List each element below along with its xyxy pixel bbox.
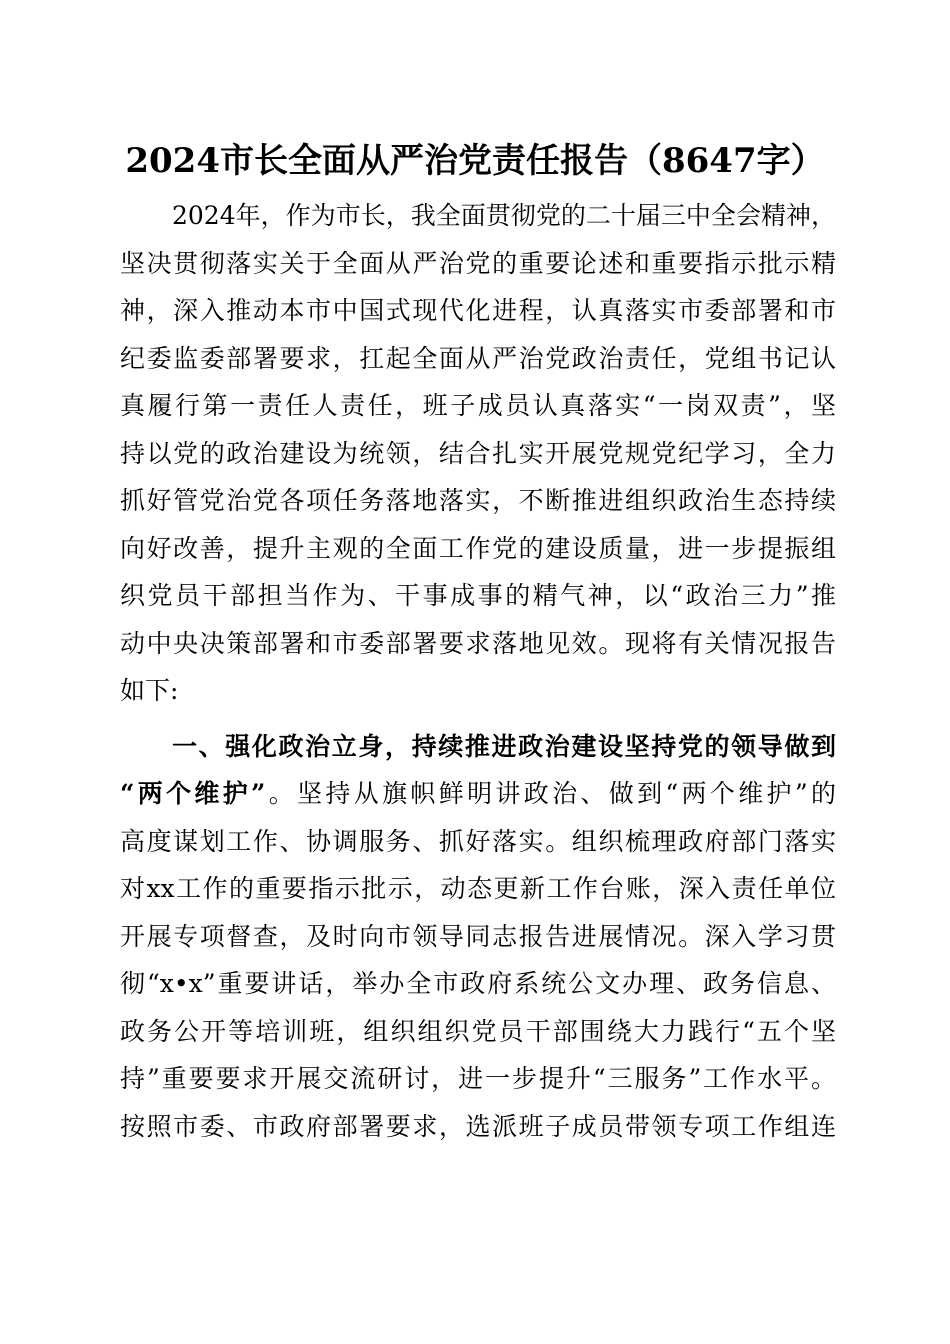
- text-line: 神，深入推动本市中国式现代化进程，认真落实市委部署和市: [120, 296, 836, 325]
- paragraph-section-1: [120, 723, 836, 1151]
- document-title: 2024市长全面从严治党责任报告（8647字）: [125, 141, 825, 181]
- text-line: 如下:: [120, 676, 179, 705]
- section-text: 。坚持从旗帜鲜明讲政治、做到“两个维护”的: [265, 779, 836, 808]
- document-body: [120, 192, 836, 1150]
- text-line: 按照市委、市政府部署要求，选派班子成员带领专项工作组连: [120, 1111, 836, 1141]
- text-line: [120, 770, 836, 818]
- text-line: 持以党的政治建设为统领，结合扎实开展党规党纪学习，全力: [120, 438, 836, 468]
- text-line: 政务公开等培训班，组织组织党员干部围绕大力践行“五个坚: [120, 1016, 836, 1046]
- section-heading: 一、强化政治立身，持续推进政治建设坚持党的领导做到: [172, 731, 836, 761]
- paragraph-gap: [120, 715, 836, 723]
- text-line: 向好改善，提升主观的全面工作党的建设质量，进一步提振组: [120, 533, 836, 563]
- text-line: 抓好管党治党各项任务落地落实，不断推进组织政治生态持续: [120, 486, 836, 515]
- text-line: 坚决贯彻落实关于全面从严治党的重要论述和重要指示批示精: [120, 248, 836, 278]
- text-line: 纪委监委部署要求，扛起全面从严治党政治责任，党组书记认: [120, 343, 836, 373]
- text-line: 2024年，作为市长，我全面贯彻党的二十届三中全会精神，: [172, 201, 836, 230]
- text-line: 真履行第一责任人责任，班子成员认真落实“一岗双责”，坚: [120, 391, 836, 420]
- text-line: 对xx工作的重要指示批示，动态更新工作台账，深入责任单位: [120, 874, 836, 903]
- text-line: 持”重要要求开展交流研讨，进一步提升“三服务”工作水平。: [120, 1064, 836, 1093]
- text-line: 开展专项督查，及时向市领导同志报告进展情况。深入学习贯: [120, 921, 836, 951]
- text-line: 高度谋划工作、协调服务、抓好落实。组织梳理政府部门落实: [120, 826, 836, 856]
- text-line: 彻“x•x”重要讲话，举办全市政府系统公文办理、政务信息、: [120, 969, 836, 998]
- text-line: 动中央决策部署和市委部署要求落地见效。现将有关情况报告: [120, 628, 836, 658]
- text-line: 织党员干部担当作为、干事成事的精气神，以“政治三力”推: [120, 581, 836, 610]
- paragraph-intro: [120, 192, 836, 715]
- section-heading-continued: “两个维护”: [120, 779, 266, 808]
